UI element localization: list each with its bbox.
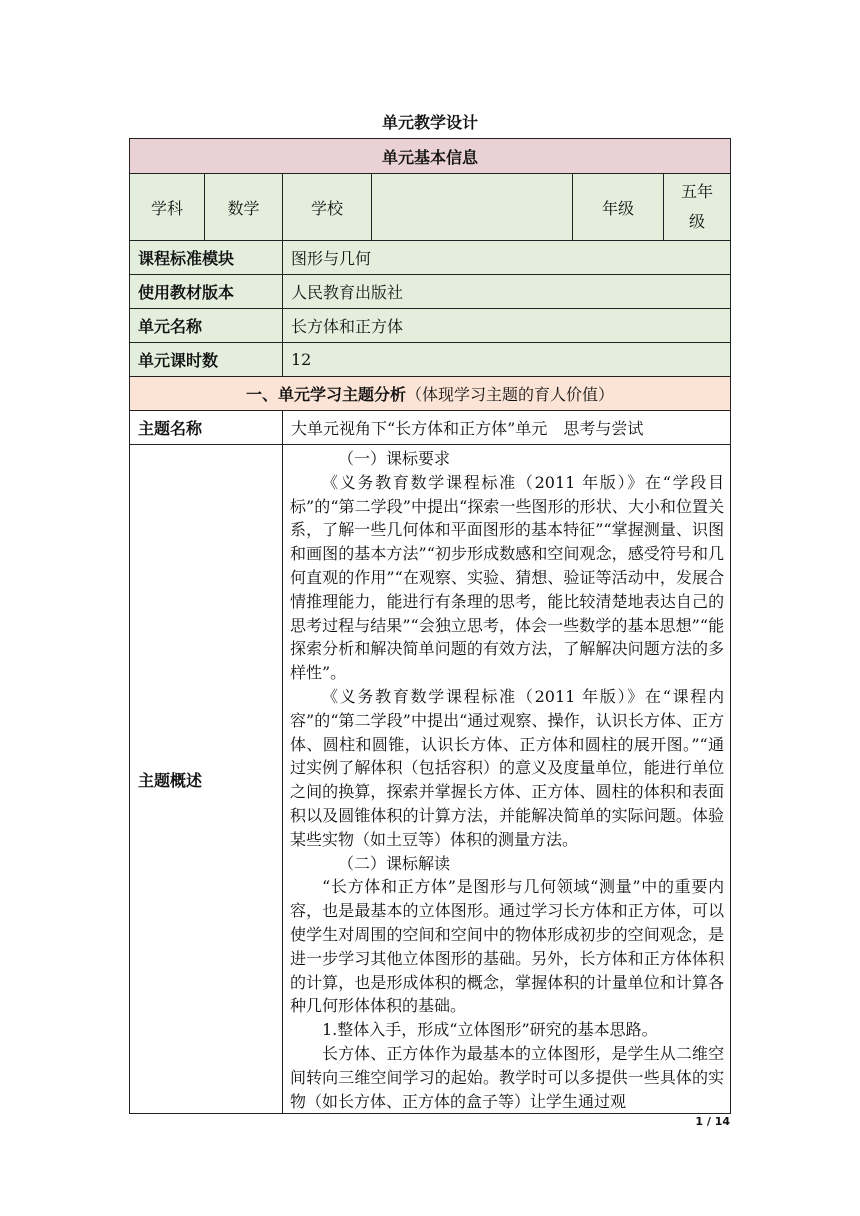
- overview-paragraph: （二）课标解读: [338, 853, 451, 873]
- info-row-value: 12: [283, 343, 731, 377]
- info-row-label: 使用教材版本: [130, 275, 283, 309]
- info-row-value: 图形与几何: [283, 241, 731, 275]
- topic-name-row: [130, 411, 731, 445]
- grade-value: [664, 174, 731, 241]
- topic-overview-label: 主题概述: [130, 445, 283, 1114]
- unit-design-table: [129, 138, 731, 1114]
- subject-label: 学科: [130, 174, 205, 241]
- page-indicator: 1 / 14: [695, 1115, 730, 1128]
- info-row-value: 人民教育出版社: [283, 275, 731, 309]
- topic-name-label: 主题名称: [130, 411, 283, 445]
- grade-label: 年级: [573, 174, 664, 241]
- basic-info-header: 单元基本信息: [130, 139, 731, 174]
- document-title: 单元教学设计: [381, 113, 478, 132]
- grade-value-line1: 五年: [681, 182, 714, 201]
- overview-paragraph: “长方体和正方体”是图形与几何领域“测量”中的重要内容，也是最基本的立体图形。通过学习长方体和正方体，可以使学生对周围的空间和空间中的物体形成初步的空间观念，是进一步学习其他立体图形的基础。另外，长方体和正方体体积的计算，也是形成体积的概念，掌握体积的计量单位和计算各种几何形体体积的基础。: [290, 877, 725, 1016]
- info-row-unit-name: [130, 309, 731, 343]
- info-row-label: 单元课时数: [130, 343, 283, 377]
- info-row-textbook-edition: [130, 275, 731, 309]
- subject-value: 数学: [205, 174, 283, 241]
- basic-info-header-row: [130, 139, 731, 174]
- info-row-standard-module: [130, 241, 731, 275]
- analysis-header-main: 一、单元学习主题分析: [246, 385, 407, 404]
- overview-paragraph: 1.整体入手，形成“立体图形”研究的基本思路。: [322, 1020, 658, 1040]
- school-label: 学校: [283, 174, 372, 241]
- info-row-value: 长方体和正方体: [283, 309, 731, 343]
- overview-paragraph: 长方体、正方体作为最基本的立体图形，是学生从二维空间转向三维空间学习的起始。教学时可以多提供一些具体的实物（如长方体、正方体的盒子等）让学生通过观: [290, 1043, 725, 1111]
- school-value: [372, 174, 573, 241]
- subject-row: [130, 174, 731, 241]
- analysis-header: [130, 377, 731, 411]
- info-row-lesson-count: [130, 343, 731, 377]
- info-row-label: 课程标准模块: [130, 241, 283, 275]
- analysis-header-row: [130, 377, 731, 411]
- grade-value-line2: 级: [689, 212, 706, 231]
- topic-name-value: 大单元视角下“长方体和正方体”单元 思考与尝试: [283, 411, 731, 445]
- info-row-label: 单元名称: [130, 309, 283, 343]
- topic-overview-content: [283, 445, 731, 1114]
- overview-paragraph: （一）课标要求: [338, 449, 451, 468]
- overview-paragraph: 《义务教育数学课程标准（2011 年版）》在“学段目标”的“第二学段”中提出“探索一些图形的形状、大小和位置关系，了解一些几何体和平面图形的基本特征”“掌握测量、识图和画图的基本方法”“初步形成数感和空间观念，感受符号和几何直观的作用”“在观察、实验、猜想、验证等活动中，发展合情推理能力，能进行有条理的思考，能比较清楚地表达自己的思考过程与结果”“会独立思考，体会一些数学的基本思想”“能探索分析和解决简单问题的有效方法，了解解决问题方法的多样性”。: [290, 472, 725, 683]
- overview-paragraph: 《义务教育数学课程标准（2011 年版）》在“课程内容”的“第二学段”中提出“通过观察、操作，认识长方体、正方体、圆柱和圆锥，认识长方体、正方体和圆柱的展开图。”“通过实例了解体积（包括容积）的意义及度量单位，能进行单位之间的换算，探索并掌握长方体、正方体、圆柱的体积和表面积以及圆锥体积的计算方法，并能解决简单的实际问题。体验某些实物（如土豆等）体积的测量方法。: [290, 686, 725, 849]
- analysis-header-sub: （体现学习主题的育人价值）: [406, 385, 615, 404]
- topic-overview-row: [130, 445, 731, 1114]
